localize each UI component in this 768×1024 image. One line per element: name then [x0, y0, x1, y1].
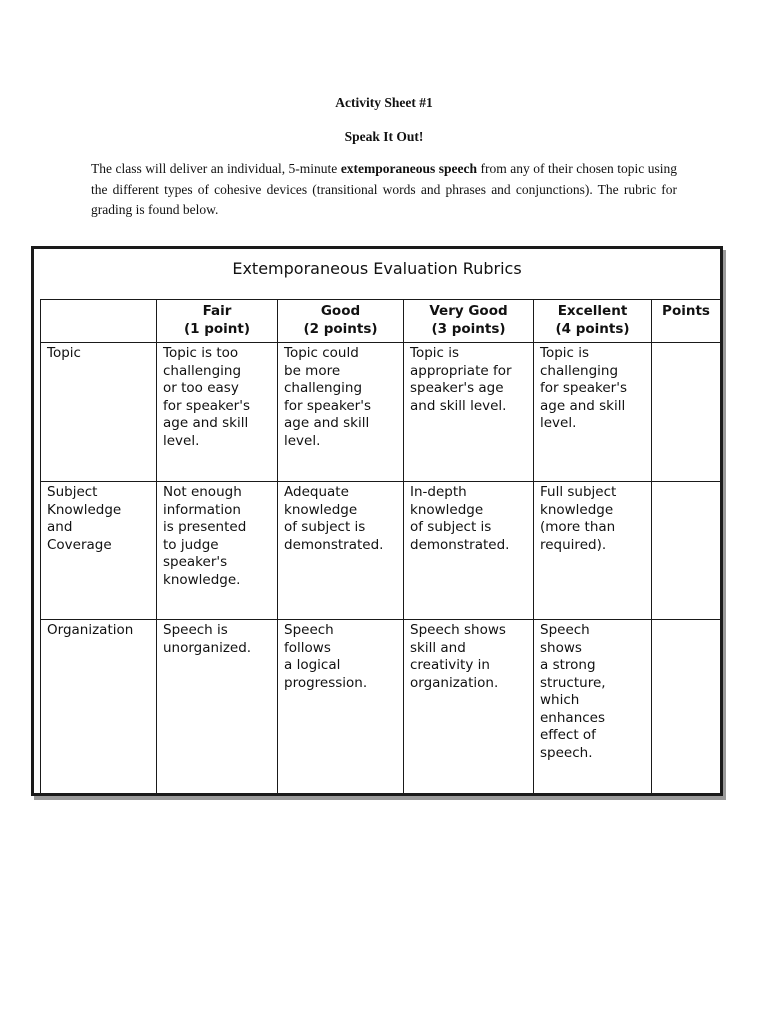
rubric-criterion-cell	[41, 620, 157, 794]
rubric-column-header	[41, 300, 157, 343]
rubric-descriptor-line: level.	[163, 432, 200, 449]
rubric-descriptor-line: required).	[540, 536, 607, 553]
rubric-descriptor-cell	[157, 620, 278, 794]
activity-subtitle: Speak It Out!	[344, 129, 424, 144]
instructions-paragraph	[91, 159, 677, 221]
rubric-descriptor-line: Speech shows	[410, 622, 506, 638]
rubric-descriptor-line: speaker's	[163, 554, 228, 570]
rubric-descriptor-line: Topic is	[540, 345, 590, 361]
rubric-descriptor-cell	[534, 620, 652, 794]
rubric-descriptor-cell	[404, 343, 534, 482]
rubric-descriptor-line: progression.	[284, 674, 368, 691]
rubric-column-header	[534, 300, 652, 343]
rubric-descriptor-line: level.	[284, 432, 321, 449]
rubric-descriptor-line: Speech is	[163, 622, 228, 638]
instructions-text-end: from any of their chosen topic using the different types of cohesive devices (transitional words and phrases and conjunctions). The rubric for grading is found below.	[91, 161, 677, 217]
rubric-descriptor-cell	[534, 343, 652, 482]
rubric-descriptor-line: of subject is	[284, 519, 366, 535]
rubric-column-label: Points	[662, 303, 710, 319]
rubric-descriptor-line: unorganized.	[163, 639, 252, 656]
rubric-descriptor-line: to judge	[163, 536, 219, 553]
rubric-column-header	[278, 300, 404, 343]
rubric-descriptor-line: a logical	[284, 657, 341, 673]
rubric-descriptor-line: appropriate for	[410, 362, 512, 379]
rubric-descriptor-cell	[404, 482, 534, 620]
rubric-descriptor-line: knowledge	[540, 501, 614, 518]
rubric-descriptor-cell	[278, 620, 404, 794]
rubric-descriptor-line: age and skill	[163, 415, 249, 431]
rubric-descriptor-cell	[404, 620, 534, 794]
rubric-criterion-line: Topic	[47, 345, 81, 361]
rubric-descriptor-line: follows	[284, 639, 331, 656]
rubric-descriptor-line: knowledge.	[163, 571, 241, 588]
rubric-descriptor-line: level.	[540, 415, 577, 431]
rubric-descriptor-line: Speech	[284, 622, 334, 638]
instructions-emphasis: extemporaneous speech	[340, 161, 478, 176]
rubric-descriptor-line: knowledge	[410, 501, 484, 518]
rubric-descriptor-cell	[534, 482, 652, 620]
rubric-row-organization	[41, 620, 721, 794]
rubric-descriptor-line: of subject is	[410, 519, 492, 535]
rubric-descriptor-line: demonstrated.	[410, 536, 510, 553]
rubric-column-label: Good	[320, 303, 361, 319]
rubric-descriptor-line: or too easy	[163, 380, 239, 396]
rubric-criterion-cell	[41, 482, 157, 620]
rubric-descriptor-line: be more	[284, 362, 341, 379]
rubric-criterion-line: Organization	[47, 622, 134, 638]
rubric-descriptor-cell	[157, 343, 278, 482]
rubric-descriptor-cell	[278, 482, 404, 620]
rubric-column-points: (2 points)	[303, 320, 378, 337]
rubric-descriptor-line: Topic could	[284, 345, 359, 361]
rubric-title: Extemporaneous Evaluation Rubrics	[232, 259, 522, 278]
rubric-descriptor-line: Topic is	[410, 345, 460, 361]
rubric-column-label: Fair	[202, 303, 232, 319]
rubric-row-topic	[41, 343, 721, 482]
rubric-descriptor-line: challenging	[163, 362, 242, 379]
rubric-descriptor-line: age and skill	[284, 415, 370, 431]
rubric-column-header	[404, 300, 534, 343]
rubric-body	[41, 343, 721, 794]
rubric-criterion-line: Subject	[47, 484, 98, 500]
rubric-descriptor-line: (more than	[540, 519, 616, 535]
rubric-column-label: Very Good	[429, 303, 508, 319]
rubric-descriptor-cell	[278, 343, 404, 482]
rubric-column-label: Excellent	[557, 303, 628, 319]
rubric-descriptor-line: skill and	[410, 639, 466, 656]
rubric-criterion-line: and	[47, 519, 73, 535]
rubric-column-points: (3 points)	[431, 320, 506, 337]
rubric-descriptor-line: demonstrated.	[284, 536, 384, 553]
rubric-descriptor-line: Not enough	[163, 484, 242, 500]
rubric-descriptor-line: creativity in	[410, 657, 490, 673]
rubric-descriptor-line: which	[540, 692, 580, 708]
rubric-descriptor-line: structure,	[540, 674, 606, 691]
rubric-descriptor-line: Full subject	[540, 484, 617, 500]
rubric-descriptor-line: information	[163, 501, 241, 518]
rubric-criterion-line: Coverage	[47, 536, 112, 553]
rubric-descriptor-line: speaker's age	[410, 380, 504, 396]
rubric-points-cell	[652, 482, 721, 620]
rubric-descriptor-line: knowledge	[284, 501, 358, 518]
rubric-descriptor-line: In-depth	[410, 484, 467, 500]
rubric-descriptor-line: for speaker's	[540, 380, 627, 396]
rubric-descriptor-line: organization.	[410, 674, 499, 691]
rubric-descriptor-line: and skill level.	[410, 397, 507, 414]
rubric-criterion-line: Knowledge	[47, 501, 122, 518]
rubric-descriptor-line: effect of	[540, 727, 596, 743]
rubric-descriptor-line: shows	[540, 639, 582, 656]
instructions-text-start: The class will deliver an individual, 5-minute	[91, 161, 341, 176]
rubric-column-points: (1 point)	[183, 320, 251, 337]
rubric-descriptor-line: Topic is too	[163, 345, 239, 361]
rubric-descriptor-line: for speaker's	[163, 397, 250, 414]
rubric-descriptor-line: enhances	[540, 709, 606, 726]
rubric-points-cell	[652, 620, 721, 794]
rubric-column-header	[157, 300, 278, 343]
rubric-box	[31, 246, 723, 796]
rubric-descriptor-line: speech.	[540, 744, 593, 761]
rubric-descriptor-line: challenging	[284, 380, 363, 396]
rubric-row-knowledge	[41, 482, 721, 620]
rubric-points-cell	[652, 343, 721, 482]
rubric-descriptor-cell	[157, 482, 278, 620]
rubric-descriptor-line: age and skill	[540, 397, 626, 414]
rubric-descriptor-line: is presented	[163, 519, 247, 535]
rubric-table	[40, 299, 721, 794]
rubric-header-row	[41, 300, 721, 343]
rubric-descriptor-line: challenging	[540, 362, 619, 379]
rubric-column-points: (4 points)	[555, 320, 630, 337]
rubric-criterion-cell	[41, 343, 157, 482]
rubric-descriptor-line: Speech	[540, 622, 590, 638]
rubric-column-header	[652, 300, 721, 343]
rubric-descriptor-line: for speaker's	[284, 397, 371, 414]
rubric-descriptor-line: Adequate	[284, 484, 349, 500]
rubric-descriptor-line: a strong	[540, 657, 596, 673]
activity-sheet-title: Activity Sheet #1	[335, 95, 433, 110]
